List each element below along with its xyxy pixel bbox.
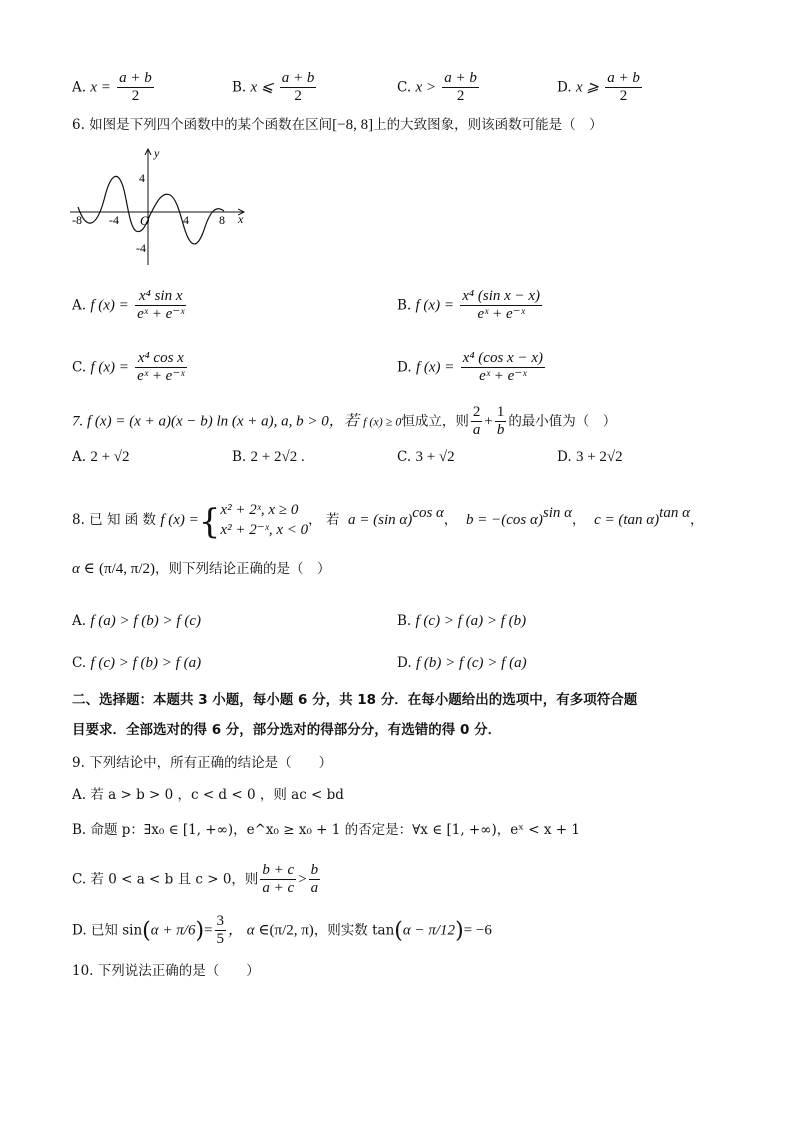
q6-interval: [−8, 8] <box>332 117 374 133</box>
fraction <box>215 913 227 949</box>
option-label: B. <box>232 79 247 96</box>
fraction <box>442 70 479 106</box>
option-value: 2 + √2 <box>90 449 130 465</box>
plus-sign: + <box>484 413 493 430</box>
q8-stem: 8. 已 知 函 数 f (x) ={ x² + 2ˣ, x ≥ 0 x² + 2⁻ˣ, x < 0 ， 若 a = (sin α)$^{cos \alpha}$， b = −(cos α)$^{sin \alpha}$， c = (tan α)$^{tan \alpha}$， <box>72 501 704 542</box>
left-brace: { <box>198 501 221 542</box>
q9-option-c <box>72 862 322 898</box>
q8-ruo: ， 若 <box>308 511 340 528</box>
option-label: D. <box>397 655 412 671</box>
option-lhs: x ⩽ <box>250 79 274 96</box>
fraction <box>471 404 483 440</box>
sin-argument: α + π/6 <box>150 922 196 939</box>
option-lhs: x ⩾ <box>575 79 599 96</box>
greater-sign: > <box>298 871 307 888</box>
option-label: C. <box>397 449 412 465</box>
function-name: f (x) = <box>160 511 199 528</box>
denominator: a + c <box>262 880 295 897</box>
q5-option-a <box>72 70 156 106</box>
fraction <box>461 350 545 386</box>
q7-condition: f (x) ≥ 0 <box>363 414 402 429</box>
numerator: a + b <box>117 70 154 88</box>
q7-option-b <box>232 450 305 465</box>
option-value: 3 + √2 <box>415 449 455 465</box>
x-axis-label: x <box>238 212 244 226</box>
option-label: B. <box>397 613 412 629</box>
q6-stem-post: 上的大致图象，则该函数可能是（ ） <box>373 117 603 133</box>
denominator: 2 <box>131 88 140 105</box>
q5-option-b <box>232 70 318 106</box>
q7-option-a <box>72 450 130 465</box>
piecewise-cases <box>220 500 308 541</box>
b-definition: b = −(cos α) <box>466 511 543 528</box>
q7-stem-mid: 恒成立，则 <box>401 413 469 430</box>
option-d-mid: ，则实数 tan <box>313 922 395 939</box>
alpha-interval: (π/2, π) <box>269 922 314 939</box>
q9-option-a: A. 若 a > b > 0 ，c < d < 0 ，则 ac < bd <box>72 787 344 803</box>
q10-stem: 10. 下列说法正确的是（ ） <box>72 963 260 979</box>
a-definition: a = (sin α) <box>348 511 413 528</box>
denominator: eˣ + e⁻ˣ <box>479 368 527 385</box>
denominator: a <box>472 422 481 439</box>
q7-stem-pre: 7. f (x) = (x + a)(x − b) ln (x + a), a, b > 0，若 <box>72 413 359 430</box>
q7-stem-post: 的最小值为（ ） <box>508 413 617 430</box>
denominator: eˣ + e⁻ˣ <box>137 368 185 385</box>
function-name: f (x) = <box>415 359 455 376</box>
q9-option-b: B. 命题 p：∃x₀ ∈ [1, +∞)，e^x₀ ≥ x₀ + 1 的否定是：∀x ∈ [1, +∞)，eˣ < x + 1 <box>72 822 580 838</box>
q6-stem <box>72 118 603 133</box>
origin-label: O <box>140 213 150 228</box>
x-tick-label: 8 <box>219 213 225 227</box>
numerator: b + c <box>260 862 296 880</box>
c-definition: c = (tan α) <box>594 511 660 528</box>
x-tick-label: 4 <box>183 213 189 227</box>
fraction <box>495 404 507 440</box>
q5-option-d <box>557 70 644 106</box>
numerator: a + b <box>605 70 642 88</box>
numerator: 2 <box>471 404 483 422</box>
case-2: x² + 2⁻ˣ, x < 0 <box>220 522 309 539</box>
option-label: C. <box>397 79 412 96</box>
alpha-in: α ∈ <box>72 561 95 577</box>
numerator: a + b <box>280 70 317 88</box>
q8-stem-pre: 8. 已 知 函 数 <box>72 511 157 528</box>
option-c-pre: C. 若 0 < a < b 且 c > 0，则 <box>72 871 259 888</box>
option-label: C. <box>72 655 87 671</box>
option-label: A. <box>72 449 87 465</box>
option-lhs: x > <box>415 79 436 96</box>
fraction <box>260 862 296 898</box>
numerator: x⁴ (cos x − x) <box>461 350 545 368</box>
numerator: b <box>309 862 321 880</box>
function-name: f (x) = <box>90 359 129 376</box>
option-value: f (c) > f (b) > f (a) <box>90 655 202 671</box>
denominator: 5 <box>216 931 225 948</box>
option-d-pre: D. 已知 sin <box>72 922 143 939</box>
option-label: D. <box>397 359 412 376</box>
q9-stem: 9. 下列结论中，所有正确的结论是（ ） <box>72 755 333 771</box>
fraction <box>117 70 154 106</box>
option-label: A. <box>72 297 87 314</box>
numerator: a + b <box>442 70 479 88</box>
case-1: x² + 2ˣ, x ≥ 0 <box>220 502 299 518</box>
option-value: 3 + 2√2 <box>575 449 623 465</box>
numerator: 3 <box>215 913 227 931</box>
q8-stem-post: ，则下列结论正确的是（ ） <box>155 561 331 577</box>
q6-option-a <box>72 288 188 324</box>
denominator: 2 <box>294 88 302 105</box>
q8-option-b <box>397 614 526 629</box>
q7-option-c <box>397 450 455 465</box>
fraction <box>460 288 542 324</box>
option-value: 2 + 2√2 . <box>250 449 305 465</box>
fraction <box>135 288 186 324</box>
alpha-in: ， α ∈ <box>228 922 270 939</box>
option-value: f (a) > f (b) > f (c) <box>90 613 201 629</box>
q7-stem <box>72 404 616 440</box>
alpha-interval: (π/4, π/2) <box>99 561 156 577</box>
q8-option-c <box>72 656 201 671</box>
numerator: 1 <box>495 404 507 422</box>
option-label: B. <box>397 297 412 314</box>
fraction <box>135 350 186 386</box>
denominator: eˣ + e⁻ˣ <box>137 306 185 323</box>
q7-option-d <box>557 450 623 465</box>
option-label: D. <box>557 449 572 465</box>
q8-option-a <box>72 614 201 629</box>
c-exponent: tan α <box>659 504 690 521</box>
q6-function-graph <box>66 145 256 270</box>
q8-stem-line2 <box>72 562 331 577</box>
q5-option-c <box>397 70 481 106</box>
q6-option-d <box>397 350 547 386</box>
denominator: a <box>310 880 319 897</box>
option-value: f (c) > f (a) > f (b) <box>415 613 527 629</box>
numerator: x⁴ (sin x − x) <box>460 288 542 306</box>
x-tick-label: -4 <box>109 213 119 227</box>
y-tick-label: 4 <box>139 171 145 185</box>
y-axis-label: y <box>154 146 160 160</box>
function-name: f (x) = <box>415 297 454 314</box>
x-tick-label: -8 <box>72 213 82 227</box>
result: = −6 <box>463 922 492 939</box>
section-2-heading-line1: 二、选择题：本题共 3 小题，每小题 6 分，共 18 分．在每小题给出的选项中，有多项符合题 <box>72 692 638 708</box>
function-curve <box>78 176 224 244</box>
denominator: 2 <box>456 88 465 105</box>
fraction <box>280 70 317 106</box>
a-exponent: cos α <box>412 504 444 521</box>
option-label: C. <box>72 359 87 376</box>
q6-option-b <box>397 288 544 324</box>
y-tick-label: -4 <box>136 241 146 255</box>
option-lhs: x = <box>90 79 111 96</box>
option-label: D. <box>557 79 572 96</box>
b-exponent: sin α <box>542 504 572 521</box>
numerator: x⁴ sin x <box>135 288 186 306</box>
fraction <box>605 70 642 106</box>
q9-option-d: D. 已知 sin(α + π/6)= $\frac{3}{5}$ ， α ∈(π/2, π)，则实数 tan(α − π/12)= −6 <box>72 913 492 948</box>
option-label: B. <box>232 449 247 465</box>
denominator: 2 <box>619 88 628 105</box>
q6-stem-pre: 6. 如图是下列四个函数中的某个函数在区间 <box>72 117 333 133</box>
q6-option-c <box>72 350 189 386</box>
numerator: x⁴ cos x <box>135 350 186 368</box>
function-name: f (x) = <box>90 297 129 314</box>
option-label: A. <box>72 79 87 96</box>
tan-argument: α − π/12 <box>402 922 456 939</box>
fraction <box>309 862 321 898</box>
option-value: f (b) > f (c) > f (a) <box>415 655 527 671</box>
denominator: eˣ + e⁻ˣ <box>477 306 525 323</box>
q8-option-d <box>397 656 527 671</box>
section-2-heading-line2: 目要求．全部选对的得 6 分，部分选对的得部分分，有选错的得 0 分． <box>72 722 502 738</box>
option-label: A. <box>72 613 87 629</box>
denominator: b <box>496 422 505 439</box>
equals-sign: = <box>204 922 213 939</box>
